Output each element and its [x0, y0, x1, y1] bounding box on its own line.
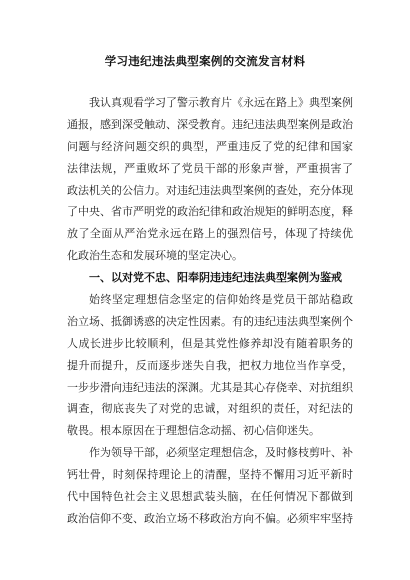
paragraph-line: 问题与经济问题交织的典型，严重违反了党的纪律和国家	[67, 139, 353, 153]
paragraph-line: 敬畏。根本原因在于理想信念动摇、初心信仰迷失。	[67, 424, 320, 438]
paragraph-line: 了中央、省市严明党的政治纪律和政治规矩的鲜明态度，释	[67, 205, 353, 219]
paragraph-line: 始终坚定理想信念坚定的信仰始终是党员干部站稳政	[89, 293, 353, 307]
section-heading: 一、以对党不忠、阳奉阴违违纪违法典型案例为鉴戒	[89, 271, 342, 285]
paragraph-line: 钙壮骨，时刻保持理论上的清醒，坚持不懈用习近平新时	[67, 468, 353, 482]
paragraph-line: 调查，彻底丧失了对党的忠诚，对组织的责任，对纪法的	[67, 402, 353, 416]
paragraph-line: 作为领导干部，必须坚定理想信念，及时修枝剪叶、补	[89, 446, 353, 460]
paragraph-line: 我认真观看学习了警示教育片《永远在路上》典型案例	[89, 96, 353, 109]
paragraph-line: 政法机关的公信力。对违纪违法典型案例的查处，充分体现	[67, 183, 353, 197]
paragraph-line: 放了全面从严治党永远在路上的强烈信号，体现了持续优	[67, 227, 353, 241]
paragraph-line: 治立场、抵御诱惑的决定性因素。有的违纪违法典型案例个	[67, 314, 353, 328]
document-title: 学习违纪违法典型案例的交流发言材料	[104, 54, 306, 68]
paragraph-line: 人成长进步比较顺利，但是其党性修养却没有随着职务的	[67, 336, 353, 350]
paragraph-line: 提升而提升，反而逐步迷失自我，把权力地位当作享受，	[67, 358, 353, 372]
paragraph-line: 化政治生态和发展环境的坚定决心。	[67, 249, 243, 263]
document-body	[67, 92, 353, 530]
paragraph-line: 一步步滑向违纪违法的深渊。尤其是其心存侥幸、对抗组织	[67, 380, 353, 394]
paragraph-line: 通报，感到深受触动、深受教育。违纪违法典型案例是政治	[67, 117, 353, 131]
paragraph-line: 代中国特色社会主义思想武装头脑，在任何情况下都做到	[67, 490, 353, 504]
paragraph-line: 法律法规，严重败坏了党员干部的形象声誉，严重损害了	[67, 161, 353, 175]
paragraph-line: 政治信仰不变、政治立场不移政治方向不偏。必须牢牢坚持	[67, 511, 353, 525]
